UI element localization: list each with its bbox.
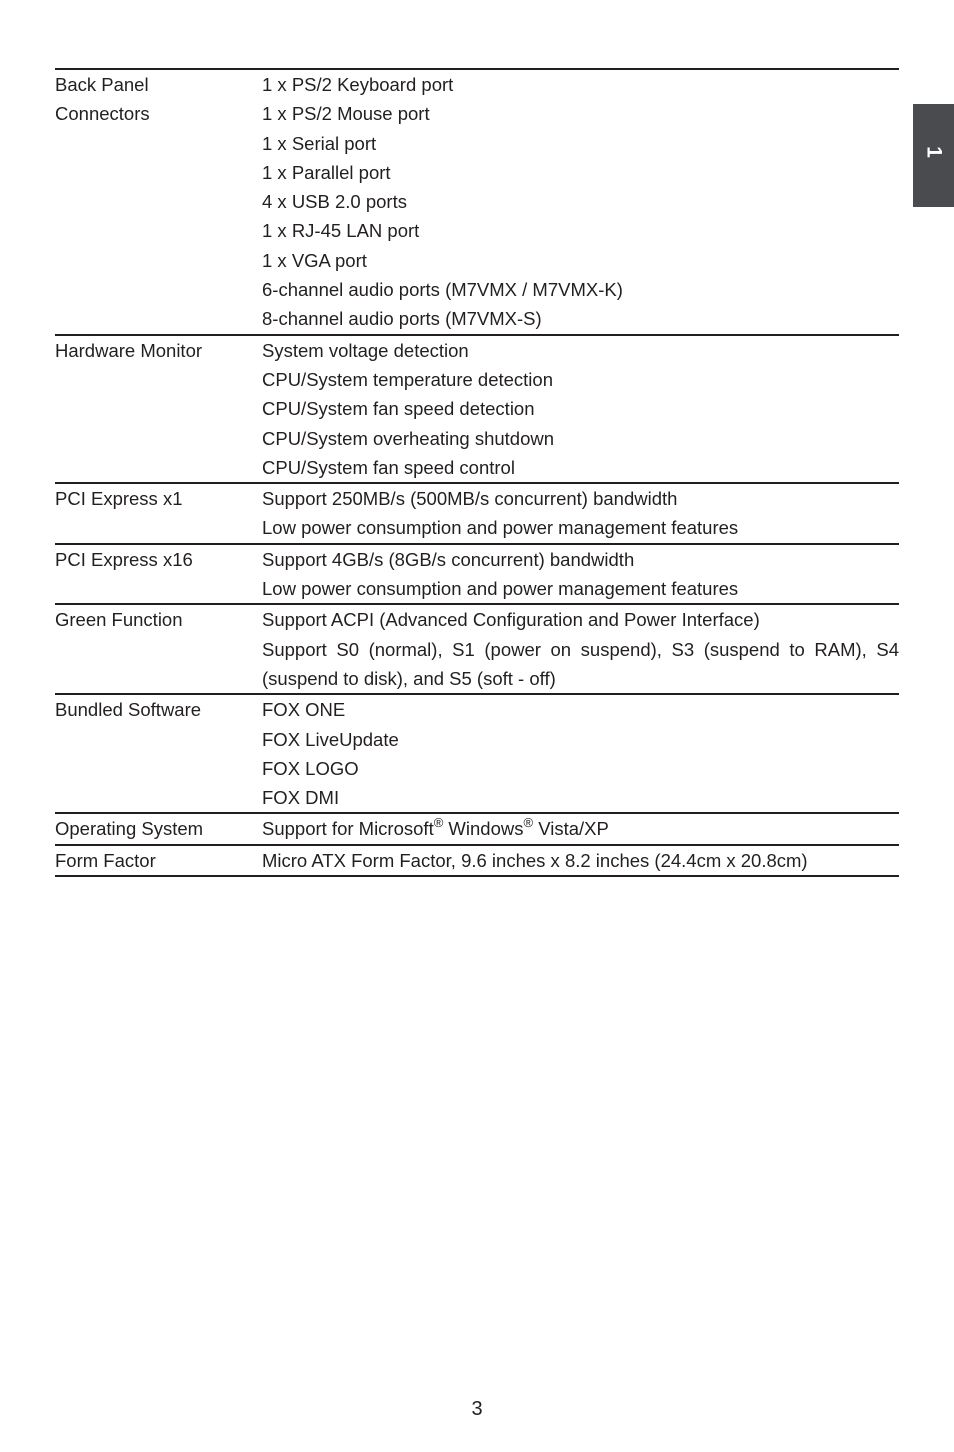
spec-label bbox=[55, 513, 262, 543]
table-row bbox=[55, 158, 899, 187]
spec-value: CPU/System fan speed detection bbox=[262, 398, 535, 420]
spec-label bbox=[55, 158, 262, 187]
spec-value: 1 x Parallel port bbox=[262, 161, 391, 183]
spec-value bbox=[262, 813, 899, 844]
registered-mark: ® bbox=[523, 815, 534, 831]
spec-value: 1 x PS/2 Mouse port bbox=[262, 103, 430, 125]
specifications-table bbox=[55, 68, 899, 877]
table-row bbox=[55, 813, 899, 844]
table-row bbox=[55, 394, 899, 423]
table-row bbox=[55, 216, 899, 245]
table-row bbox=[55, 365, 899, 394]
table-row bbox=[55, 304, 899, 334]
spec-value: Support S0 (normal), S1 (power on suspend), S3 (suspend to RAM), S4 (suspend to disk), and S5 (soft - off) bbox=[262, 638, 899, 689]
spec-value: Micro ATX Form Factor, 9.6 inches x 8.2 inches (24.4cm x 20.8cm) bbox=[262, 845, 899, 876]
spec-label bbox=[55, 129, 262, 158]
spec-value: 1 x PS/2 Keyboard port bbox=[262, 69, 899, 99]
table-row bbox=[55, 694, 899, 724]
spec-value: 1 x VGA port bbox=[262, 249, 367, 271]
spec-label bbox=[55, 216, 262, 245]
spec-value: Support 4GB/s (8GB/s concurrent) bandwidth bbox=[262, 544, 899, 574]
table-row bbox=[55, 246, 899, 275]
spec-label bbox=[55, 246, 262, 275]
spec-label bbox=[55, 725, 262, 754]
spec-label bbox=[55, 453, 262, 483]
table-row bbox=[55, 783, 899, 813]
table-row bbox=[55, 129, 899, 158]
spec-label: Hardware Monitor bbox=[55, 335, 262, 365]
table-row bbox=[55, 845, 899, 876]
spec-value: 4 x USB 2.0 ports bbox=[262, 191, 407, 213]
spec-value: FOX LiveUpdate bbox=[262, 728, 399, 750]
table-row bbox=[55, 424, 899, 453]
spec-value: CPU/System overheating shutdown bbox=[262, 427, 555, 449]
spec-value-part: Support for Microsoft bbox=[262, 818, 434, 840]
spec-value: 8-channel audio ports (M7VMX-S) bbox=[262, 308, 542, 330]
spec-label bbox=[55, 635, 262, 695]
table-row bbox=[55, 754, 899, 783]
spec-value: CPU/System fan speed control bbox=[262, 456, 515, 478]
spec-value-part: Windows bbox=[443, 818, 524, 840]
spec-value: System voltage detection bbox=[262, 335, 899, 365]
table-row bbox=[55, 69, 899, 99]
spec-value: 1 x Serial port bbox=[262, 132, 377, 154]
spec-label: PCI Express x1 bbox=[55, 483, 262, 513]
spec-label bbox=[55, 424, 262, 453]
spec-label bbox=[55, 754, 262, 783]
spec-label bbox=[55, 275, 262, 304]
spec-label bbox=[55, 187, 262, 216]
table-row bbox=[55, 725, 899, 754]
spec-value: FOX LOGO bbox=[262, 757, 359, 779]
table-row bbox=[55, 187, 899, 216]
spec-label: Green Function bbox=[55, 604, 262, 634]
spec-label bbox=[55, 394, 262, 423]
spec-label: Operating System bbox=[55, 813, 262, 844]
spec-value: 1 x RJ-45 LAN port bbox=[262, 220, 420, 242]
spec-value: FOX ONE bbox=[262, 694, 899, 724]
spec-label: PCI Express x16 bbox=[55, 544, 262, 574]
registered-mark: ® bbox=[433, 815, 444, 831]
spec-label bbox=[55, 783, 262, 813]
spec-label bbox=[55, 304, 262, 334]
table-row bbox=[55, 275, 899, 304]
spec-value-part: Vista/XP bbox=[533, 818, 609, 840]
spec-value: Support 250MB/s (500MB/s concurrent) bandwidth bbox=[262, 483, 899, 513]
table-row bbox=[55, 513, 899, 543]
spec-value: 6-channel audio ports (M7VMX / M7VMX-K) bbox=[262, 279, 623, 301]
table-row bbox=[55, 453, 899, 483]
table-row bbox=[55, 635, 899, 695]
spec-label: Form Factor bbox=[55, 845, 262, 876]
table-row bbox=[55, 483, 899, 513]
chapter-tab-number: 1 bbox=[922, 146, 946, 158]
spec-label: Bundled Software bbox=[55, 694, 262, 724]
spec-label bbox=[55, 365, 262, 394]
spec-label: Back Panel bbox=[55, 69, 262, 99]
spec-label bbox=[55, 574, 262, 604]
spec-value: CPU/System temperature detection bbox=[262, 368, 553, 390]
spec-value: Low power consumption and power management features bbox=[262, 578, 739, 600]
table-row bbox=[55, 335, 899, 365]
chapter-tab bbox=[913, 104, 954, 207]
table-row bbox=[55, 574, 899, 604]
table-row bbox=[55, 604, 899, 634]
table-row bbox=[55, 99, 899, 128]
spec-value: Support ACPI (Advanced Configuration and Power Interface) bbox=[262, 604, 899, 634]
spec-value: Low power consumption and power management features bbox=[262, 517, 739, 539]
table-row bbox=[55, 544, 899, 574]
spec-label: Connectors bbox=[55, 103, 150, 125]
spec-value: FOX DMI bbox=[262, 787, 340, 809]
page-number: 3 bbox=[471, 1398, 483, 1420]
